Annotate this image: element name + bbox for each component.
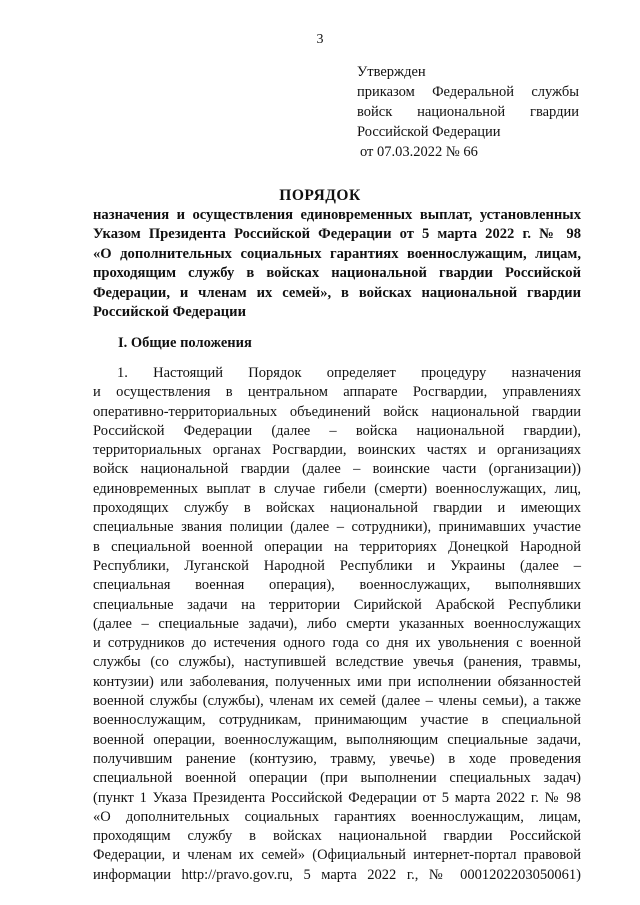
document-title: ПОРЯДОК xyxy=(279,187,361,204)
approval-block xyxy=(357,62,579,162)
body-line: оперативно-территориальных объединений войск национальной гвардии xyxy=(93,403,581,420)
subtitle-line: Российской Федерации xyxy=(93,304,246,321)
body-line: Российской Федерации (далее – войска национальной гвардии), xyxy=(93,422,581,439)
body-line: специальные звания полиции (далее – сотрудники), принимавших участие xyxy=(93,519,581,536)
body-line: территориальных органах Росгвардии, воинских частях и организациях xyxy=(93,442,581,459)
body-line: проходящим службу в войсках национальной гвардии Российской xyxy=(93,828,581,845)
body-line: (далее – специальные задачи), либо смерти указанных военнослужащих xyxy=(93,615,581,632)
approval-line-approved: Утвержден xyxy=(357,64,426,80)
document-subtitle xyxy=(93,206,581,322)
page-number: 3 xyxy=(316,32,324,47)
approval-line-country: Российской Федерации xyxy=(357,124,501,140)
body-line: военной службы (службы), членам их семей (далее – члены семьи), а также xyxy=(93,693,581,710)
body-paragraph xyxy=(93,364,581,885)
body-line: специальной военной операции (при выполнении специальных задач) xyxy=(93,770,581,787)
body-line: информации http://pravo.gov.ru, 5 марта 2022 г., № 0001202203050061) xyxy=(93,866,581,883)
body-line: Федерации, и членам их семей» (Официальный интернет-портал правовой xyxy=(93,847,581,864)
body-line: и сотрудников до истечения одного года со дня их увольнения с военной xyxy=(93,635,581,652)
body-line: получившим ранение (контузию, травму, увечье) в ходе проведения xyxy=(93,750,581,767)
approval-line-date: от 07.03.2022 № 66 xyxy=(360,144,478,160)
approval-line-troops: войск национальной гвардии xyxy=(357,104,579,120)
subtitle-line: «О дополнительных социальных гарантиях военнослужащим, лицам, xyxy=(93,245,581,262)
section-heading: I. Общие положения xyxy=(118,335,252,351)
subtitle-line: Указом Президента Российской Федерации от 5 марта 2022 г. № 98 xyxy=(93,226,581,243)
subtitle-line: назначения и осуществления единовременных выплат, установленных xyxy=(93,207,581,223)
body-line: войск национальной гвардии (далее – воинские части (организации)) xyxy=(93,461,581,478)
subtitle-line: проходящим службу в войсках национальной гвардии Российской xyxy=(93,265,581,282)
approval-line-order: приказом Федеральной службы xyxy=(357,84,579,100)
body-line: проходящих службу в войсках национальной гвардии и имеющих xyxy=(93,500,581,517)
body-line: в специальной военной операции на территориях Донецкой Народной xyxy=(93,538,581,555)
body-line: и осуществления в центральном аппарате Росгвардии, управлениях xyxy=(93,384,581,401)
body-line: контузии) или заболевания, полученных ими при исполнении обязанностей xyxy=(93,673,581,690)
subtitle-line: Федерации, и членам их семей», в войсках национальной гвардии xyxy=(93,284,581,301)
body-line: военной операции, военнослужащим, выполняющим специальные задачи, xyxy=(93,731,581,748)
body-line: единовременных выплат в случае гибели (смерти) военнослужащих, лиц, xyxy=(93,480,581,497)
body-line: 1. Настоящий Порядок определяет процедуру назначения xyxy=(117,365,581,381)
body-line: специальные задачи на территории Сирийской Арабской Республики xyxy=(93,596,581,613)
body-line: специальная военная операция), военнослужащих, выполнявших xyxy=(93,577,581,594)
body-line: службы (со службы), наступившей вследствие увечья (ранения, травмы, xyxy=(93,654,581,671)
body-line: «О дополнительных социальных гарантиях военнослужащим, лицам, xyxy=(93,808,581,825)
body-line: Республики, Луганской Народной Республики и Украины (далее – xyxy=(93,557,581,574)
body-line: (пункт 1 Указа Президента Российской Федерации от 5 марта 2022 г. № 98 xyxy=(93,789,581,806)
body-line: военнослужащим, сотрудникам, принимающим участие в специальной xyxy=(93,712,581,729)
